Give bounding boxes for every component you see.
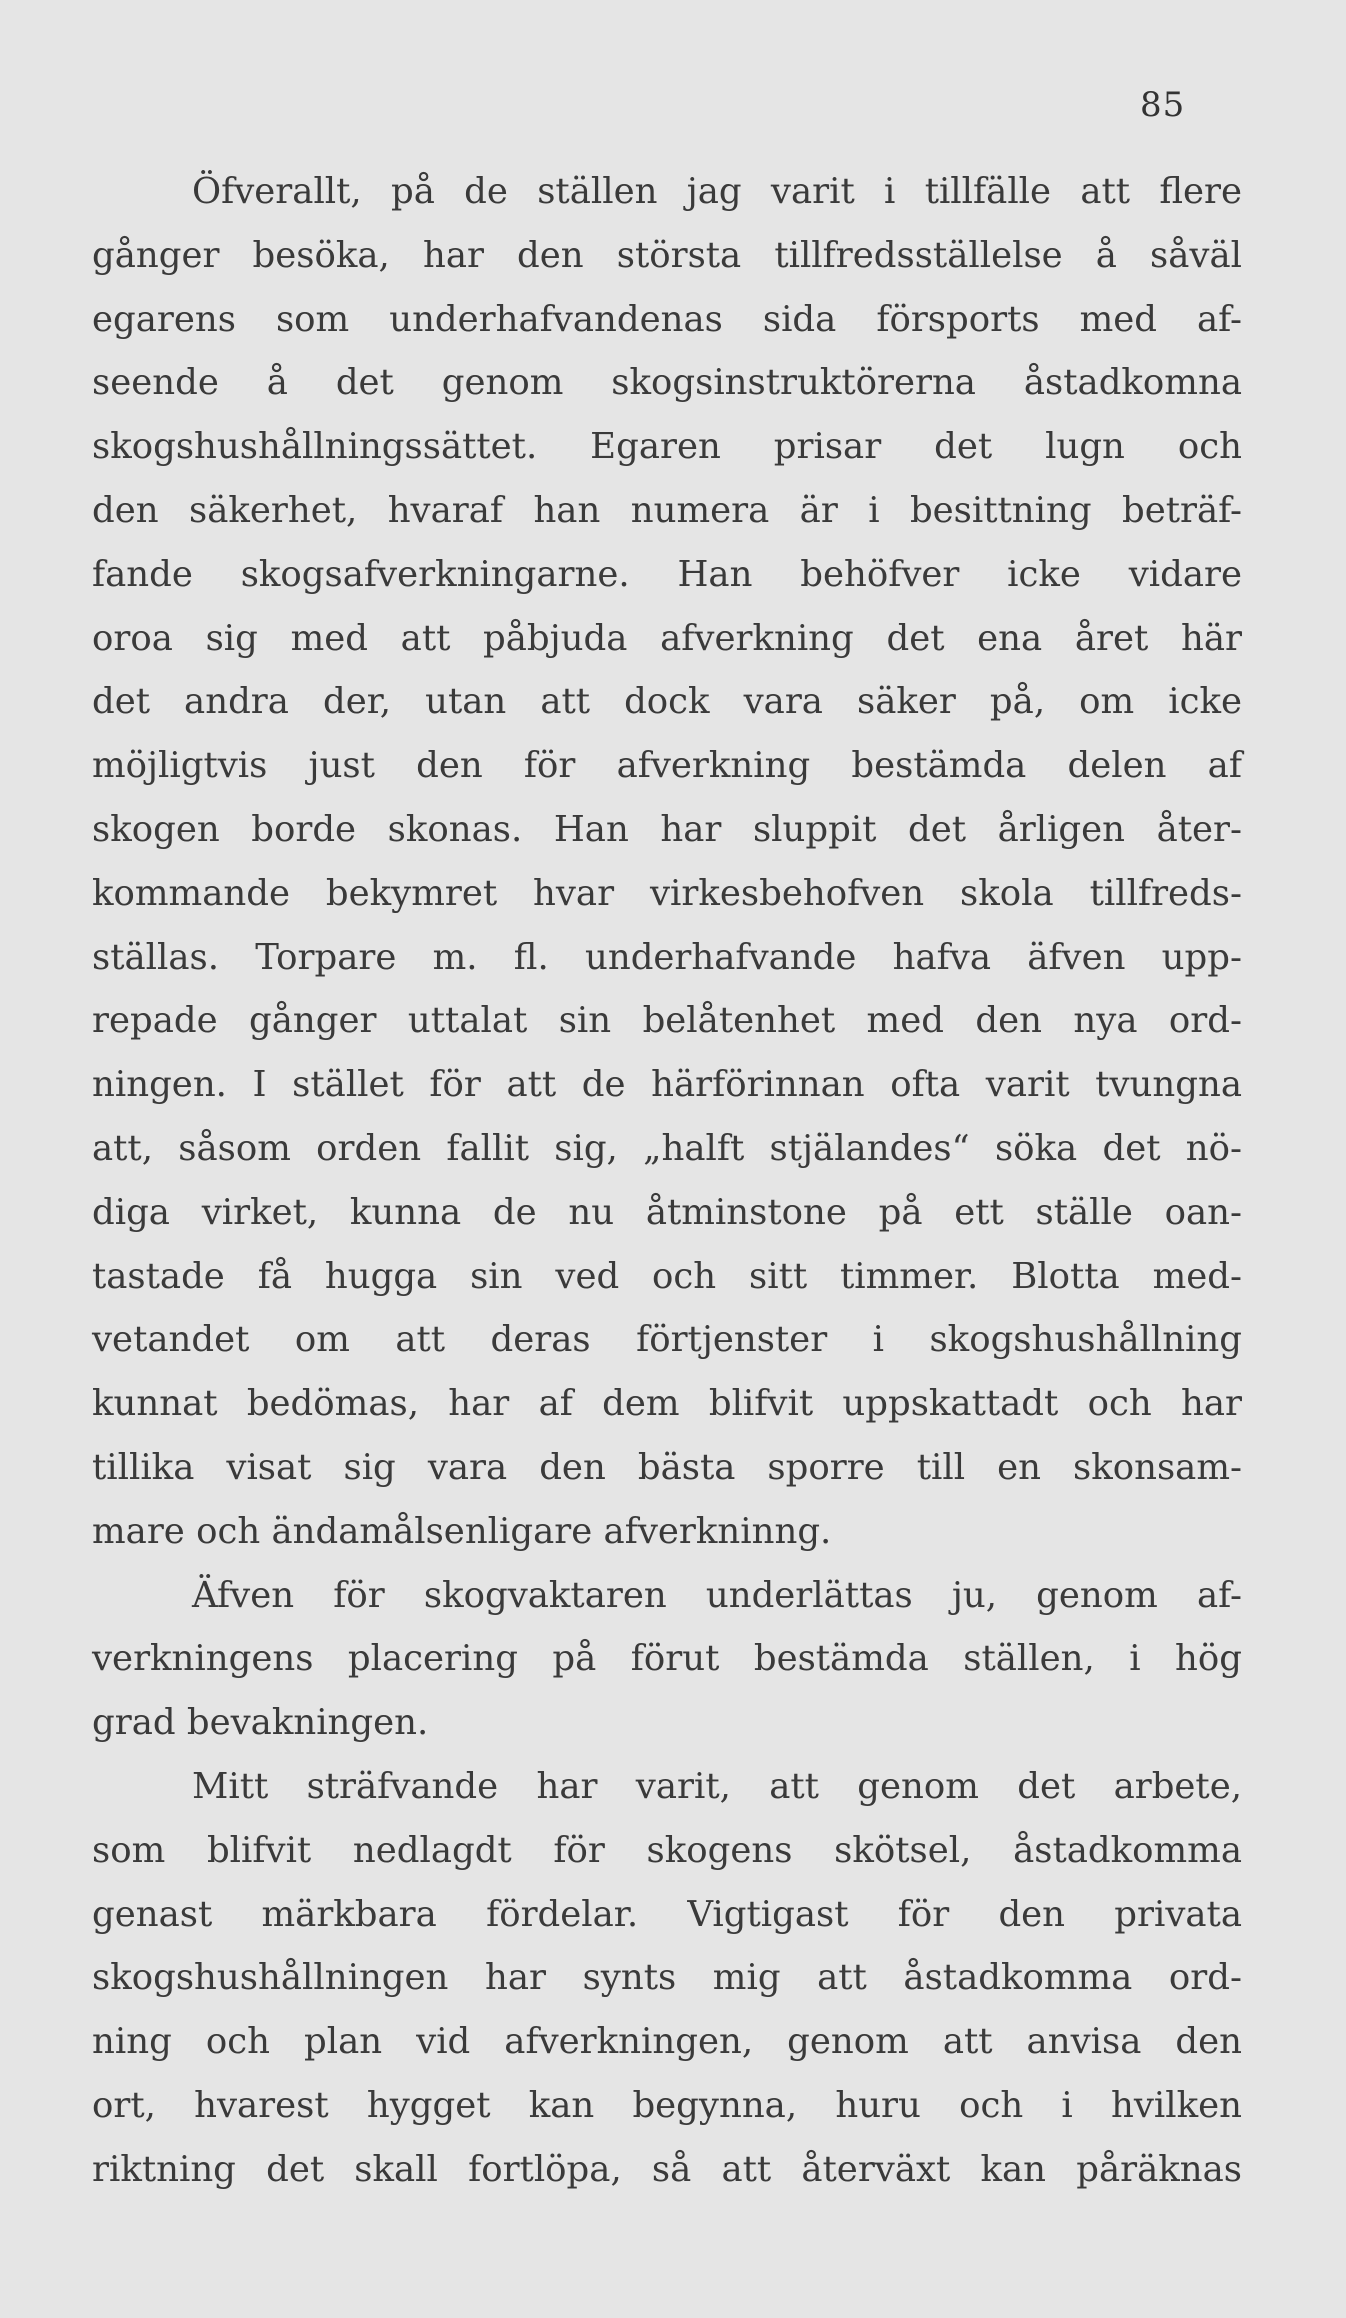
text-line: ställas. Torpare m. fl. underhafvande hafva äfven upp- <box>92 936 1242 978</box>
text-line: den säkerhet, hvaraf han numera är i besittning beträf- <box>92 489 1242 531</box>
text-line: ning och plan vid afverkningen, genom att anvisa den <box>92 2021 1242 2063</box>
text-line: fande skogsafverkningarne. Han behöfver icke vidare <box>92 553 1242 595</box>
text-line: riktning det skall fortlöpa, så att återväxt kan påräknas <box>92 2148 1242 2190</box>
text-line: genast märkbara fördelar. Vigtigast för den privata <box>92 1893 1242 1935</box>
text-line: Mitt sträfvande har varit, att genom det arbete, <box>192 1765 1242 1807</box>
body-text <box>92 160 1242 2202</box>
text-line: vetandet om att deras förtjenster i skogshushållning <box>92 1319 1242 1361</box>
text-line: skogen borde skonas. Han har sluppit det årligen åter- <box>92 808 1242 850</box>
text-line: seende å det genom skogsinstruktörerna åstadkomna <box>92 362 1242 404</box>
text-line: mare och ändamålsenligare afverkninng. <box>92 1510 832 1552</box>
text-line: tastade få hugga sin ved och sitt timmer. Blotta med- <box>92 1255 1242 1297</box>
text-line: ningen. I stället för att de härförinnan ofta varit tvungna <box>92 1064 1242 1106</box>
text-line: verkningens placering på förut bestämda ställen, i hög <box>92 1638 1242 1680</box>
text-line: diga virket, kunna de nu åtminstone på ett ställe oan- <box>92 1191 1242 1233</box>
text-line: egarens som underhafvandenas sida försports med af- <box>92 298 1242 340</box>
text-line: oroa sig med att påbjuda afverkning det ena året här <box>92 617 1242 659</box>
text-line: skogshushållningen har synts mig att åstadkomma ord- <box>92 1957 1242 1999</box>
text-line: tillika visat sig vara den bästa sporre till en skonsam- <box>92 1446 1242 1488</box>
text-line: repade gånger uttalat sin belåtenhet med den nya ord- <box>92 1000 1242 1042</box>
text-line: som blifvit nedlagdt för skogens skötsel, åstadkomma <box>92 1829 1242 1871</box>
text-line: det andra der, utan att dock vara säker på, om icke <box>92 681 1242 723</box>
text-line: grad bevakningen. <box>92 1702 429 1744</box>
page-number: 85 <box>1140 85 1186 125</box>
text-line: Äfven för skogvaktaren underlättas ju, genom af- <box>192 1574 1242 1616</box>
text-line: skogshushållningssättet. Egaren prisar det lugn och <box>92 426 1242 468</box>
text-line: ort, hvarest hygget kan begynna, huru och i hvilken <box>92 2084 1242 2126</box>
text-line: kunnat bedömas, har af dem blifvit uppskattadt och har <box>92 1383 1242 1425</box>
text-line: Öfverallt, på de ställen jag varit i tillfälle att flere <box>192 171 1242 212</box>
text-line: gånger besöka, har den största tillfredsställelse å såväl <box>92 234 1242 276</box>
text-line: att, såsom orden fallit sig, „halft stjälandes“ söka det nö- <box>92 1127 1242 1169</box>
text-line: möjligtvis just den för afverkning bestämda delen af <box>92 745 1242 787</box>
text-line: kommande bekymret hvar virkesbehofven skola tillfreds- <box>92 872 1242 914</box>
